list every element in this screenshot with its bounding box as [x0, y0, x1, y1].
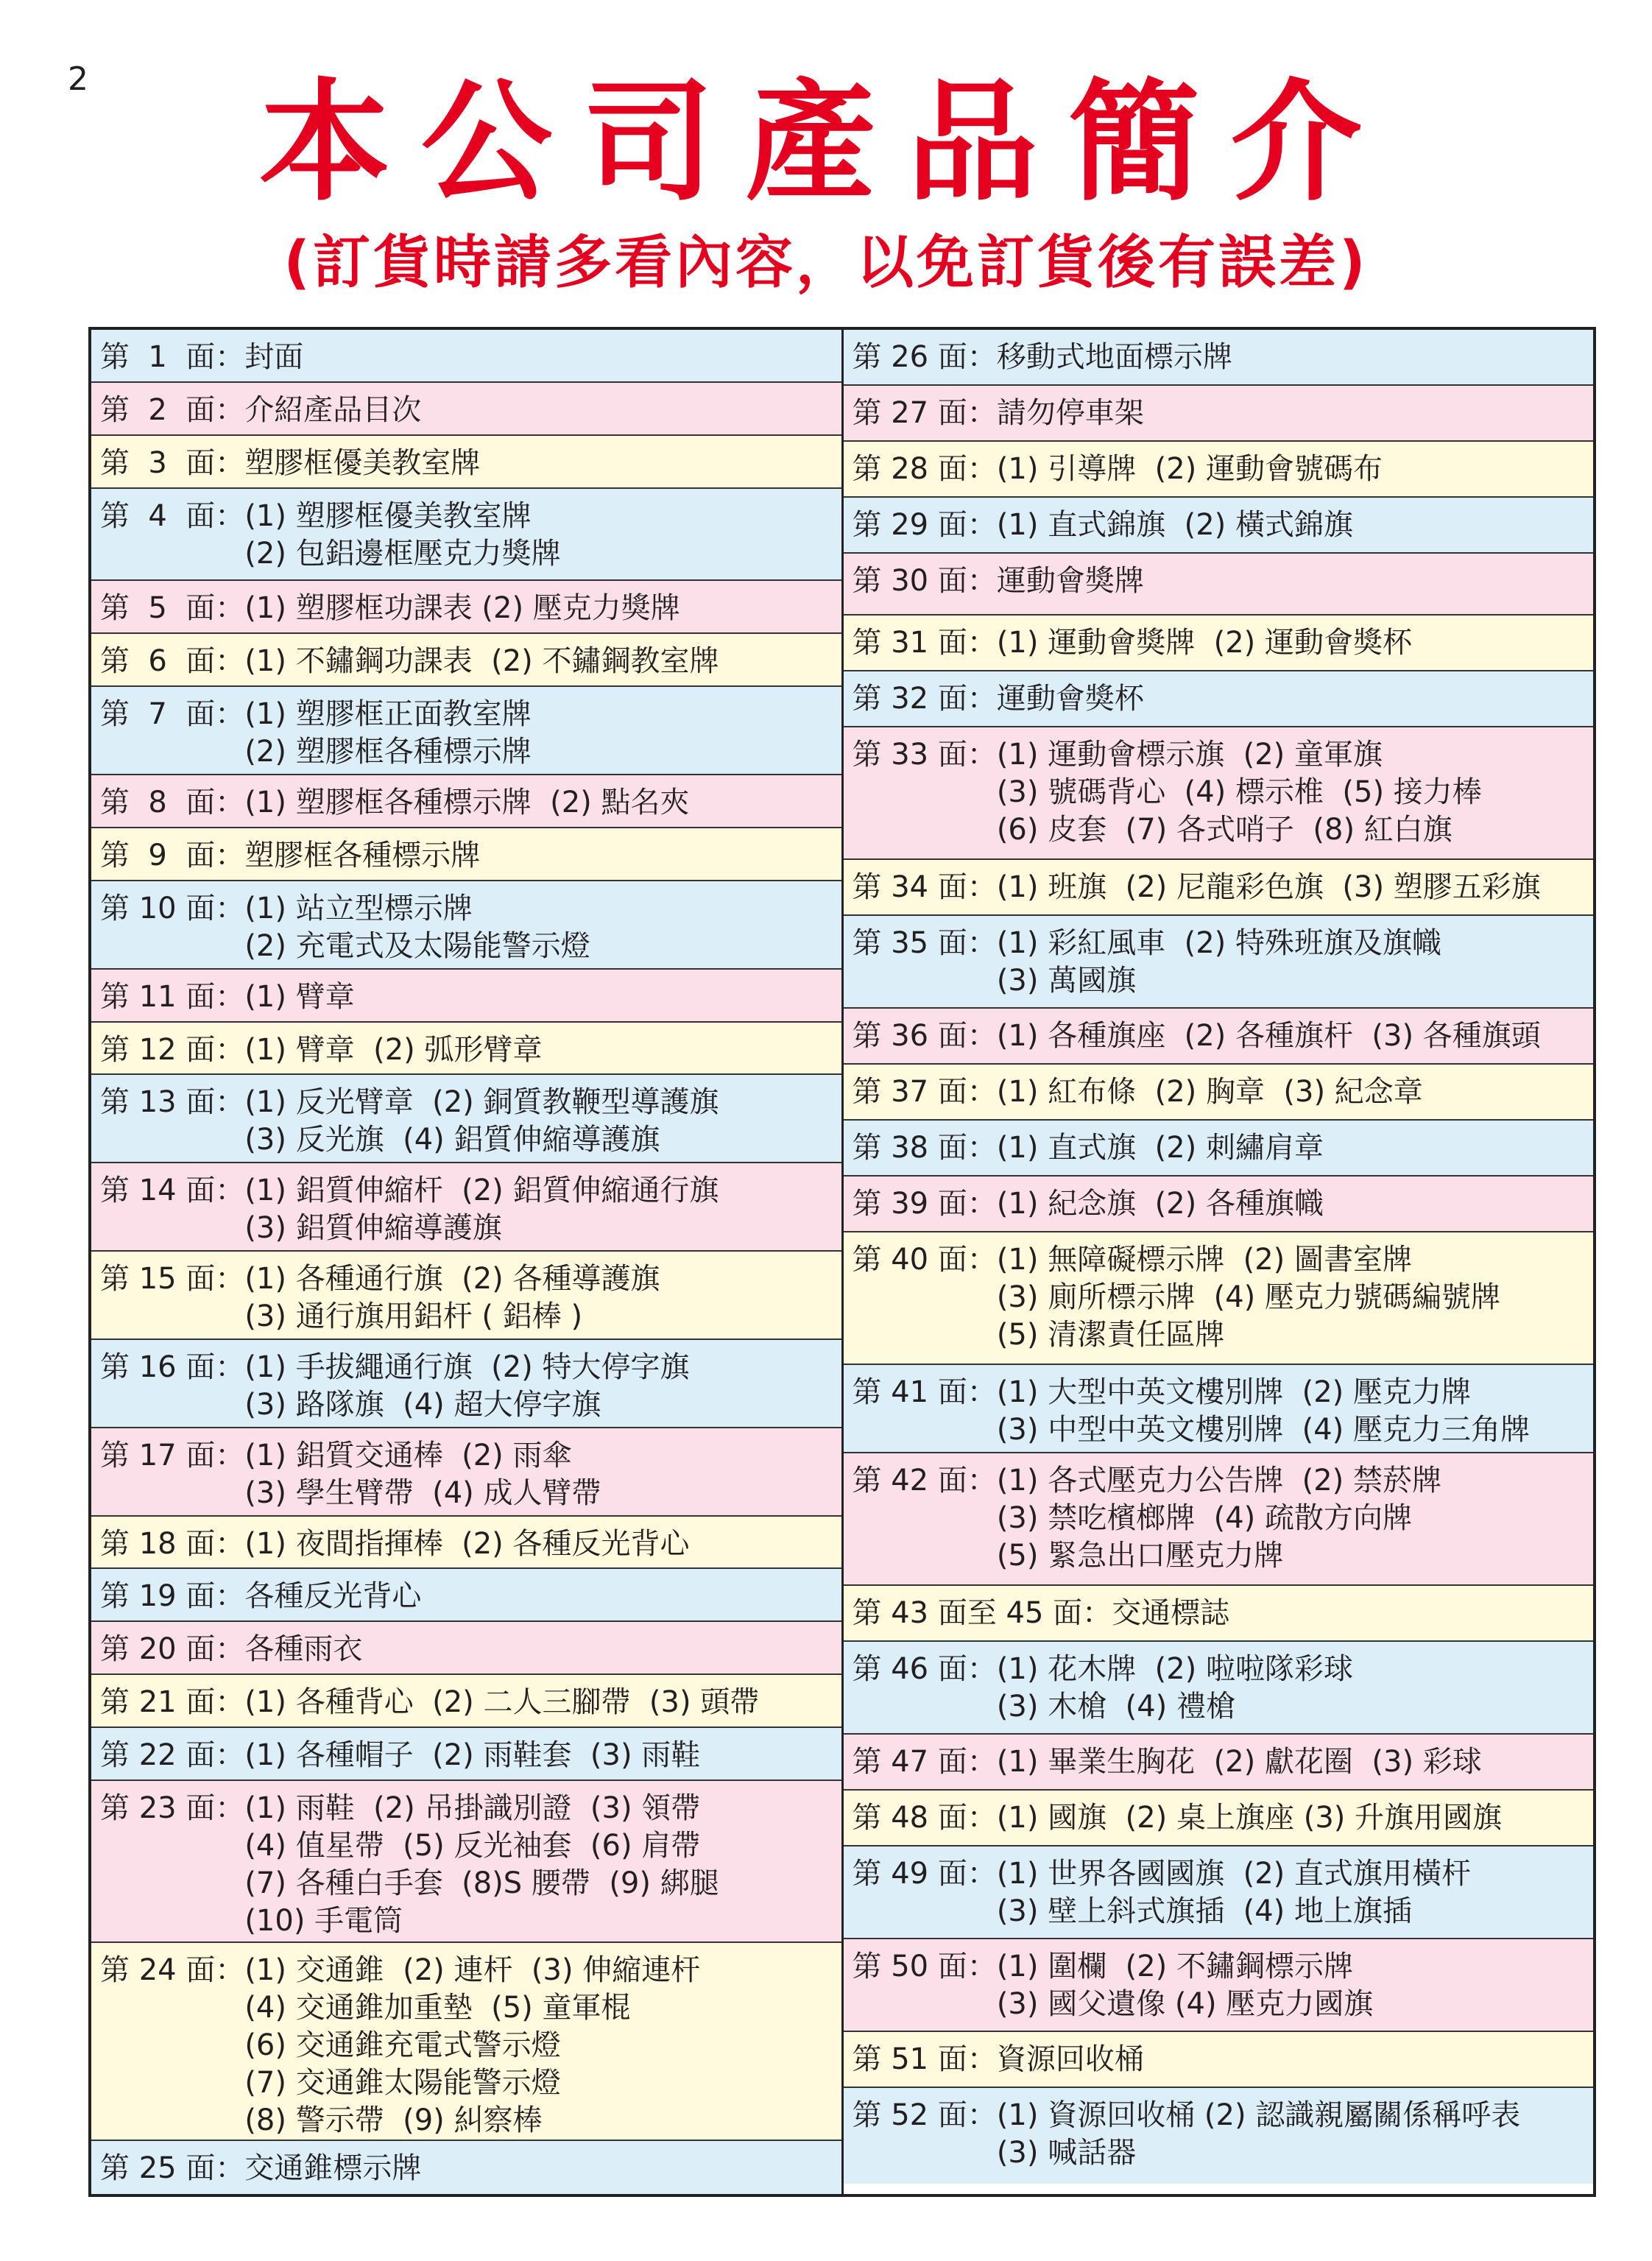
item-text: (1) 世界各國國旗 (2) 直式旗用橫杆	[996, 1857, 1472, 1891]
page-label: 第 43 面至 45 面：	[852, 1596, 1112, 1630]
page-label: 第 42 面：	[852, 1464, 997, 1498]
index-row	[844, 1177, 1594, 1232]
page-label: 第 37 面：	[852, 1075, 997, 1109]
item-lines	[244, 1349, 832, 1424]
index-row	[91, 881, 841, 970]
item-lines	[997, 869, 1584, 906]
index-row	[844, 1232, 1594, 1365]
left-column	[91, 330, 844, 2194]
item-text: (1) 鋁質伸縮杆 (2) 鋁質伸縮通行旗	[244, 1174, 719, 1208]
item-lines	[244, 1952, 832, 2140]
item-text: (1) 手拔繩通行旗 (2) 特大停字旗	[244, 1350, 690, 1384]
index-row	[844, 727, 1594, 860]
item-text: (8) 警示帶 (9) 糾察棒	[244, 2103, 543, 2137]
index-row	[91, 383, 841, 436]
page-label: 第 38 面：	[852, 1131, 997, 1165]
item-text: 各種反光背心	[244, 1579, 422, 1614]
index-row	[844, 1791, 1594, 1846]
item-text: (3) 木槍 (4) 禮槍	[996, 1690, 1236, 1724]
item-text: (1) 鋁質交通棒 (2) 雨傘	[244, 1438, 572, 1472]
item-text: 塑膠框各種標示牌	[244, 838, 481, 872]
item-lines	[244, 590, 832, 627]
page-label: 第 8 面：	[100, 786, 245, 820]
index-row	[844, 1735, 1594, 1791]
index-row	[844, 442, 1594, 498]
item-lines	[244, 1737, 832, 1774]
item-text: 運動會獎牌	[996, 564, 1144, 598]
item-lines	[997, 736, 1584, 849]
page-label: 第 11 面：	[100, 979, 245, 1014]
page-label: 第 48 面：	[852, 1801, 997, 1835]
item-text: (1) 引導牌 (2) 運動會號碼布	[996, 452, 1383, 486]
item-text: (3) 號碼背心 (4) 標示椎 (5) 接力棒	[996, 775, 1482, 809]
item-text: (1) 各種帽子 (2) 雨鞋套 (3) 雨鞋	[244, 1738, 701, 1773]
index-row	[844, 1121, 1594, 1177]
page-subtitle: (訂貨時請多看內容，以免訂貨後有誤差)	[283, 230, 1369, 296]
item-text: (7) 交通錐太陽能警示燈	[244, 2065, 561, 2100]
item-lines	[244, 392, 832, 429]
page-label: 第 41 面：	[852, 1375, 997, 1409]
page-label: 第 1 面：	[100, 340, 245, 374]
index-row	[91, 436, 841, 489]
page-label: 第 40 面：	[852, 1243, 997, 1277]
item-lines	[244, 837, 832, 875]
page-label: 第 6 面：	[100, 644, 245, 679]
item-text: (1) 各種通行旗 (2) 各種導護旗	[244, 1262, 660, 1297]
item-text: (6) 交通錐充電式警示燈	[244, 2028, 561, 2062]
item-lines	[244, 445, 832, 482]
page-label: 第 3 面：	[100, 445, 245, 480]
index-row	[91, 1943, 841, 2142]
item-lines	[997, 2041, 1584, 2078]
item-lines	[244, 1631, 832, 1668]
index-row	[91, 687, 841, 775]
page-label: 第 16 面：	[100, 1350, 245, 1384]
page-label: 第 34 面：	[852, 870, 997, 904]
item-text: (3) 禁吃檳榔牌 (4) 疏散方向牌	[996, 1501, 1413, 1535]
index-row	[91, 581, 841, 634]
item-text: (1) 各種背心 (2) 二人三腳帶 (3) 頭帶	[244, 1685, 760, 1720]
index-row	[91, 1075, 841, 1163]
item-text: (1) 大型中英文樓別牌 (2) 壓克力牌	[996, 1375, 1472, 1409]
item-lines	[997, 1241, 1584, 1354]
index-row	[91, 1252, 841, 1340]
item-text: (1) 夜間指揮棒 (2) 各種反光背心	[244, 1526, 690, 1561]
item-text: (2) 充電式及太陽能警示燈	[244, 928, 590, 963]
index-row	[844, 1642, 1594, 1735]
page-label: 第 26 面：	[852, 340, 997, 374]
index-row	[91, 1781, 841, 1943]
item-text: 交通錐標示牌	[244, 2151, 422, 2186]
index-row	[91, 775, 841, 828]
item-text: (3) 鋁質伸縮導護旗	[244, 1211, 502, 1246]
item-lines	[997, 1374, 1584, 1449]
item-lines	[997, 925, 1584, 1000]
page-label: 第 9 面：	[100, 838, 245, 872]
item-lines	[244, 1437, 832, 1512]
index-row	[91, 970, 841, 1023]
index-row	[844, 1846, 1594, 1939]
index-row	[844, 554, 1594, 615]
item-lines	[244, 339, 832, 376]
item-text: (1) 畢業生胸花 (2) 獻花圈 (3) 彩球	[996, 1745, 1482, 1779]
item-text: (1) 反光臂章 (2) 銅質教鞭型導護旗	[244, 1085, 719, 1120]
item-lines	[244, 1172, 832, 1247]
item-text: (4) 交通錐加重墊 (5) 童軍棍	[244, 1990, 631, 2025]
item-lines	[244, 1790, 832, 1940]
page-label: 第 35 面：	[852, 926, 997, 960]
index-row	[844, 860, 1594, 916]
item-lines	[244, 1260, 832, 1336]
item-lines	[244, 978, 832, 1016]
item-text: (1) 雨鞋 (2) 吊掛識別證 (3) 領帶	[244, 1791, 701, 1825]
item-text: (1) 塑膠框正面教室牌	[244, 697, 532, 732]
item-text: (3) 廁所標示牌 (4) 壓克力號碼編號牌	[996, 1280, 1501, 1314]
page-label: 第 36 面：	[852, 1019, 997, 1053]
item-text: (5) 緊急出口壓克力牌	[996, 1539, 1284, 1573]
page-label: 第 47 面：	[852, 1745, 997, 1779]
index-row	[844, 1939, 1594, 2032]
item-text: (3) 通行旗用鋁杆 ( 鋁棒 )	[244, 1299, 583, 1334]
page-label: 第 46 面：	[852, 1652, 997, 1686]
item-text: 封面	[244, 340, 304, 374]
page-label: 第 51 面：	[852, 2042, 997, 2076]
item-lines	[997, 1129, 1584, 1167]
item-lines	[244, 1684, 832, 1721]
page-label: 第 2 面：	[100, 392, 245, 427]
index-row	[844, 615, 1594, 671]
item-lines	[997, 1462, 1584, 1575]
page-label: 第 25 面：	[100, 2151, 245, 2186]
index-row	[844, 2032, 1594, 2088]
item-text: (1) 站立型標示牌	[244, 891, 473, 925]
item-lines	[997, 1855, 1584, 1930]
item-text: (3) 喊話器	[996, 2136, 1137, 2170]
item-lines	[1112, 1595, 1584, 1632]
item-text: (5) 清潔責任區牌	[996, 1318, 1225, 1352]
index-row	[844, 498, 1594, 554]
page-label: 第 12 面：	[100, 1032, 245, 1067]
item-text: (3) 壁上斜式旗插 (4) 地上旗插	[996, 1894, 1413, 1928]
page-label: 第 22 面：	[100, 1738, 245, 1773]
index-row	[844, 916, 1594, 1009]
page-label: 第 52 面：	[852, 2098, 997, 2132]
item-lines	[997, 1185, 1584, 1223]
page-label: 第 27 面：	[852, 396, 997, 430]
index-row	[844, 671, 1594, 727]
page-number: 2	[68, 60, 88, 98]
item-text: (1) 各式壓克力公告牌 (2) 禁菸牌	[996, 1464, 1442, 1498]
item-text: (6) 皮套 (7) 各式哨子 (8) 紅白旗	[996, 813, 1452, 847]
item-lines	[997, 1743, 1584, 1781]
index-row	[91, 1517, 841, 1570]
index-row	[91, 828, 841, 881]
item-lines	[244, 1084, 832, 1159]
page-label: 第 32 面：	[852, 682, 997, 716]
page-label: 第 17 面：	[100, 1438, 245, 1472]
item-text: 資源回收桶	[996, 2042, 1144, 2076]
item-text: (1) 運動會標示旗 (2) 童軍旗	[996, 738, 1383, 772]
index-row	[91, 1023, 841, 1076]
item-lines	[997, 680, 1584, 718]
index-row	[91, 1340, 841, 1428]
item-text: (1) 直式旗 (2) 刺繡肩章	[996, 1131, 1324, 1165]
item-text: 交通標誌	[1112, 1596, 1230, 1630]
index-row	[91, 2141, 841, 2194]
item-lines	[997, 451, 1584, 488]
item-text: (3) 國父遺像 (4) 壓克力國旗	[996, 1987, 1374, 2021]
item-lines	[244, 1031, 832, 1069]
item-lines	[244, 643, 832, 680]
item-text: 塑膠框優美教室牌	[244, 445, 481, 480]
index-row	[91, 1675, 841, 1728]
page-label: 第 33 面：	[852, 738, 997, 772]
item-text: (3) 中型中英文樓別牌 (4) 壓克力三角牌	[996, 1413, 1531, 1447]
index-row	[91, 489, 841, 582]
index-row	[91, 1163, 841, 1252]
right-column	[844, 330, 1594, 2194]
item-lines	[997, 339, 1584, 376]
item-text: (1) 紀念旗 (2) 各種旗幟	[996, 1187, 1324, 1221]
item-lines	[244, 498, 832, 573]
page-label: 第 18 面：	[100, 1526, 245, 1561]
page-label: 第 49 面：	[852, 1857, 997, 1891]
item-text: (1) 臂章	[244, 979, 355, 1014]
item-text: (2) 塑膠框各種標示牌	[244, 735, 532, 769]
index-row	[844, 386, 1594, 442]
item-text: (1) 臂章 (2) 弧形臂章	[244, 1032, 543, 1067]
index-row	[91, 1728, 841, 1781]
index-row	[91, 1622, 841, 1675]
item-text: (2) 包鋁邊框壓克力獎牌	[244, 536, 561, 571]
index-row	[91, 330, 841, 383]
item-lines	[244, 696, 832, 771]
item-lines	[997, 1073, 1584, 1111]
page-label: 第 39 面：	[852, 1187, 997, 1221]
item-lines	[997, 507, 1584, 544]
item-text: (1) 無障礙標示牌 (2) 圖書室牌	[996, 1243, 1413, 1277]
item-text: (1) 直式錦旗 (2) 橫式錦旗	[996, 508, 1354, 542]
page-label: 第 15 面：	[100, 1262, 245, 1297]
page-label: 第 13 面：	[100, 1085, 245, 1120]
page-label: 第 19 面：	[100, 1579, 245, 1614]
item-text: 各種雨衣	[244, 1632, 363, 1667]
page-label: 第 28 面：	[852, 452, 997, 486]
page-label: 第 50 面：	[852, 1950, 997, 1983]
item-text: (1) 花木牌 (2) 啦啦隊彩球	[996, 1652, 1354, 1686]
item-text: (7) 各種白手套 (8)S 腰帶 (9) 綁腿	[244, 1866, 719, 1900]
index-row	[844, 330, 1594, 386]
item-text: (4) 值星帶 (5) 反光袖套 (6) 肩帶	[244, 1828, 701, 1863]
item-text: (1) 紅布條 (2) 胸章 (3) 紀念章	[996, 1075, 1423, 1109]
item-lines	[997, 1017, 1584, 1055]
item-text: (3) 反光旗 (4) 鋁質伸縮導護旗	[244, 1123, 660, 1157]
page-label: 第 14 面：	[100, 1174, 245, 1208]
index-row	[844, 2088, 1594, 2184]
index-row	[844, 1065, 1594, 1121]
item-lines	[997, 395, 1584, 432]
item-lines	[244, 1578, 832, 1615]
page-label: 第 31 面：	[852, 626, 997, 660]
index-row	[844, 1586, 1594, 1642]
item-lines	[244, 890, 832, 965]
item-text: 運動會獎杯	[996, 682, 1144, 716]
page-label: 第 20 面：	[100, 1632, 245, 1667]
page-label: 第 30 面：	[852, 564, 997, 598]
page-label: 第 29 面：	[852, 508, 997, 542]
page-label: 第 10 面：	[100, 891, 245, 925]
item-text: (1) 交通錐 (2) 連杆 (3) 伸縮連杆	[244, 1953, 701, 1987]
index-row	[844, 1453, 1594, 1586]
item-lines	[244, 784, 832, 822]
item-lines	[997, 624, 1584, 662]
item-text: (1) 班旗 (2) 尼龍彩色旗 (3) 塑膠五彩旗	[996, 870, 1541, 904]
item-text: 請勿停車架	[996, 396, 1144, 430]
item-text: 介紹產品目次	[244, 392, 422, 427]
item-text: (1) 圍欄 (2) 不鏽鋼標示牌	[996, 1950, 1354, 1983]
item-text: (3) 萬國旗	[996, 964, 1137, 998]
item-lines	[997, 1799, 1584, 1837]
index-row	[91, 1569, 841, 1622]
item-text: (3) 學生臂帶 (4) 成人臂帶	[244, 1475, 601, 1510]
page-title: 本公司產品簡介	[259, 66, 1393, 219]
item-text: 移動式地面標示牌	[996, 340, 1232, 374]
item-text: (1) 塑膠框優美教室牌	[244, 498, 532, 533]
item-lines	[997, 2097, 1584, 2172]
item-text: (1) 運動會獎牌 (2) 運動會獎杯	[996, 626, 1413, 660]
index-row	[91, 634, 841, 687]
page-label: 第 5 面：	[100, 591, 245, 626]
item-lines	[244, 2150, 832, 2187]
index-row	[844, 1365, 1594, 1453]
item-lines	[997, 1651, 1584, 1726]
page-label: 第 24 面：	[100, 1953, 245, 1987]
item-text: (1) 塑膠框各種標示牌 (2) 點名夾	[244, 786, 690, 820]
item-text: (1) 不鏽鋼功課表 (2) 不鏽鋼教室牌	[244, 644, 719, 679]
item-text: (1) 資源回收桶 (2) 認識親屬關係稱呼表	[996, 2098, 1521, 2132]
item-lines	[997, 1948, 1584, 2023]
page-label: 第 4 面：	[100, 498, 245, 533]
item-text: (1) 彩紅風車 (2) 特殊班旗及旗幟	[996, 926, 1442, 960]
item-lines	[997, 562, 1584, 600]
item-text: (1) 塑膠框功課表 (2) 壓克力獎牌	[244, 591, 680, 626]
item-text: (10) 手電筒	[244, 1903, 403, 1938]
item-lines	[244, 1525, 832, 1563]
page-label: 第 21 面：	[100, 1685, 245, 1720]
index-row	[844, 1009, 1594, 1065]
index-row	[91, 1428, 841, 1517]
item-text: (1) 國旗 (2) 桌上旗座 (3) 升旗用國旗	[996, 1801, 1503, 1835]
item-text: (3) 路隊旗 (4) 超大停字旗	[244, 1387, 601, 1422]
page-label: 第 23 面：	[100, 1791, 245, 1825]
page-label: 第 7 面：	[100, 697, 245, 732]
item-text: (1) 各種旗座 (2) 各種旗杆 (3) 各種旗頭	[996, 1019, 1541, 1053]
product-index-table	[88, 327, 1596, 2197]
